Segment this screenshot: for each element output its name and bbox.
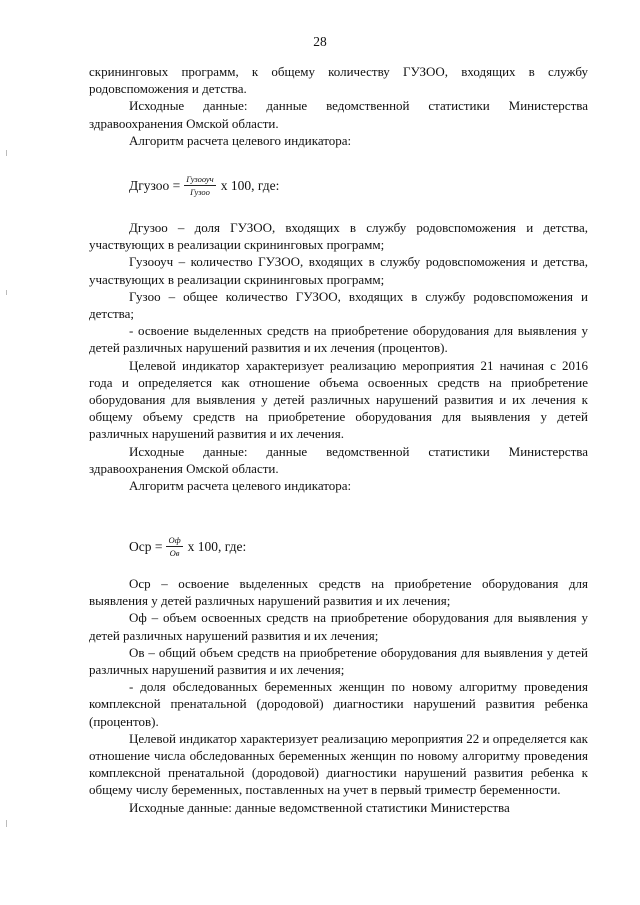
formula-numerator: Гузооуч xyxy=(186,174,214,184)
paragraph: - освоение выделенных средств на приобретение оборудования для выявления у детей различных нарушений развития и их лечения (процентов). xyxy=(89,323,588,356)
paragraph: Алгоритм расчета целевого индикатора: xyxy=(129,478,352,494)
paragraph: Гузооуч – количество ГУЗОО, входящих в службу родовспоможения и детства, участвующих в реализации скрининговых программ; xyxy=(89,254,588,287)
formula-denominator: Гузоо xyxy=(190,187,210,197)
paragraph: Целевой индикатор характеризует реализацию мероприятия 22 и определяется как отношение числа обследованных беременных женщин по новому алгоритму проведения комплексной пренатальной (дородовой) диагностики нарушений развития ребенка к общему числу беременных, поставленных на учет в первый триместр беременности. xyxy=(89,730,588,798)
formula-osr xyxy=(129,535,246,558)
scan-edge-mark xyxy=(6,150,7,156)
formula-rhs: х 100, где: xyxy=(187,538,247,554)
paragraph: Гузоо – общее количество ГУЗОО, входящих в службу родовспоможения и детства; xyxy=(89,288,588,322)
paragraph: Исходные данные: данные ведомственной статистики Министерства xyxy=(129,799,510,815)
paragraph: Оср – освоение выделенных средств на приобретение оборудования для выявления у детей различных нарушений развития и их лечения; xyxy=(89,576,588,609)
formula-rhs: х 100, где: xyxy=(220,177,280,193)
formula-fraction xyxy=(184,174,216,197)
paragraph: скрининговых программ, к общему количеству ГУЗОО, входящих в службу родовспоможения и детства. xyxy=(89,64,588,97)
paragraph: - доля обследованных беременных женщин по новому алгоритму проведения комплексной пренатальной (дородовой) диагностики нарушений развития ребенка (процентов). xyxy=(89,679,588,729)
paragraph: Алгоритм расчета целевого индикатора: xyxy=(129,132,352,148)
scan-edge-mark xyxy=(6,820,7,827)
formula-lhs: Дгузоо = xyxy=(129,177,181,193)
paragraph: Целевой индикатор характеризует реализацию мероприятия 21 начиная с 2016 года и определяется как отношение объема освоенных средств на приобретение оборудования для выявления у детей различных нарушений развития и их лечения к общему объему средств на приобретение оборудования для выявления у детей различных нарушений развития и их лечения. xyxy=(89,357,588,442)
paragraph: Дгузоо – доля ГУЗОО, входящих в службу родовспоможения и детства, участвующих в реализации скрининговых программ; xyxy=(89,220,588,253)
text-block-2 xyxy=(89,219,588,494)
page-number: 28 xyxy=(313,34,327,49)
formula-denominator: Ов xyxy=(169,548,180,558)
paragraph: Исходные данные: данные ведомственной статистики Министерства здравоохранения Омской области. xyxy=(89,443,588,476)
scan-edge-mark xyxy=(6,290,7,295)
formula-numerator: Оф xyxy=(168,535,181,545)
paragraph: Оф – объем освоенных средств на приобретение оборудования для выявления у детей различных нарушений развития и их лечения; xyxy=(89,610,588,643)
formula-lhs: Оср = xyxy=(129,538,163,554)
text-block-1 xyxy=(89,63,588,149)
text-block-3 xyxy=(89,575,588,816)
paragraph: Исходные данные: данные ведомственной статистики Министерства здравоохранения Омской области. xyxy=(89,98,588,131)
paragraph: Ов – общий объем средств на приобретение оборудования для выявления у детей различных нарушений развития и их лечения; xyxy=(89,644,588,678)
formula-fraction xyxy=(166,535,182,558)
formula-dguzoo xyxy=(129,174,279,197)
